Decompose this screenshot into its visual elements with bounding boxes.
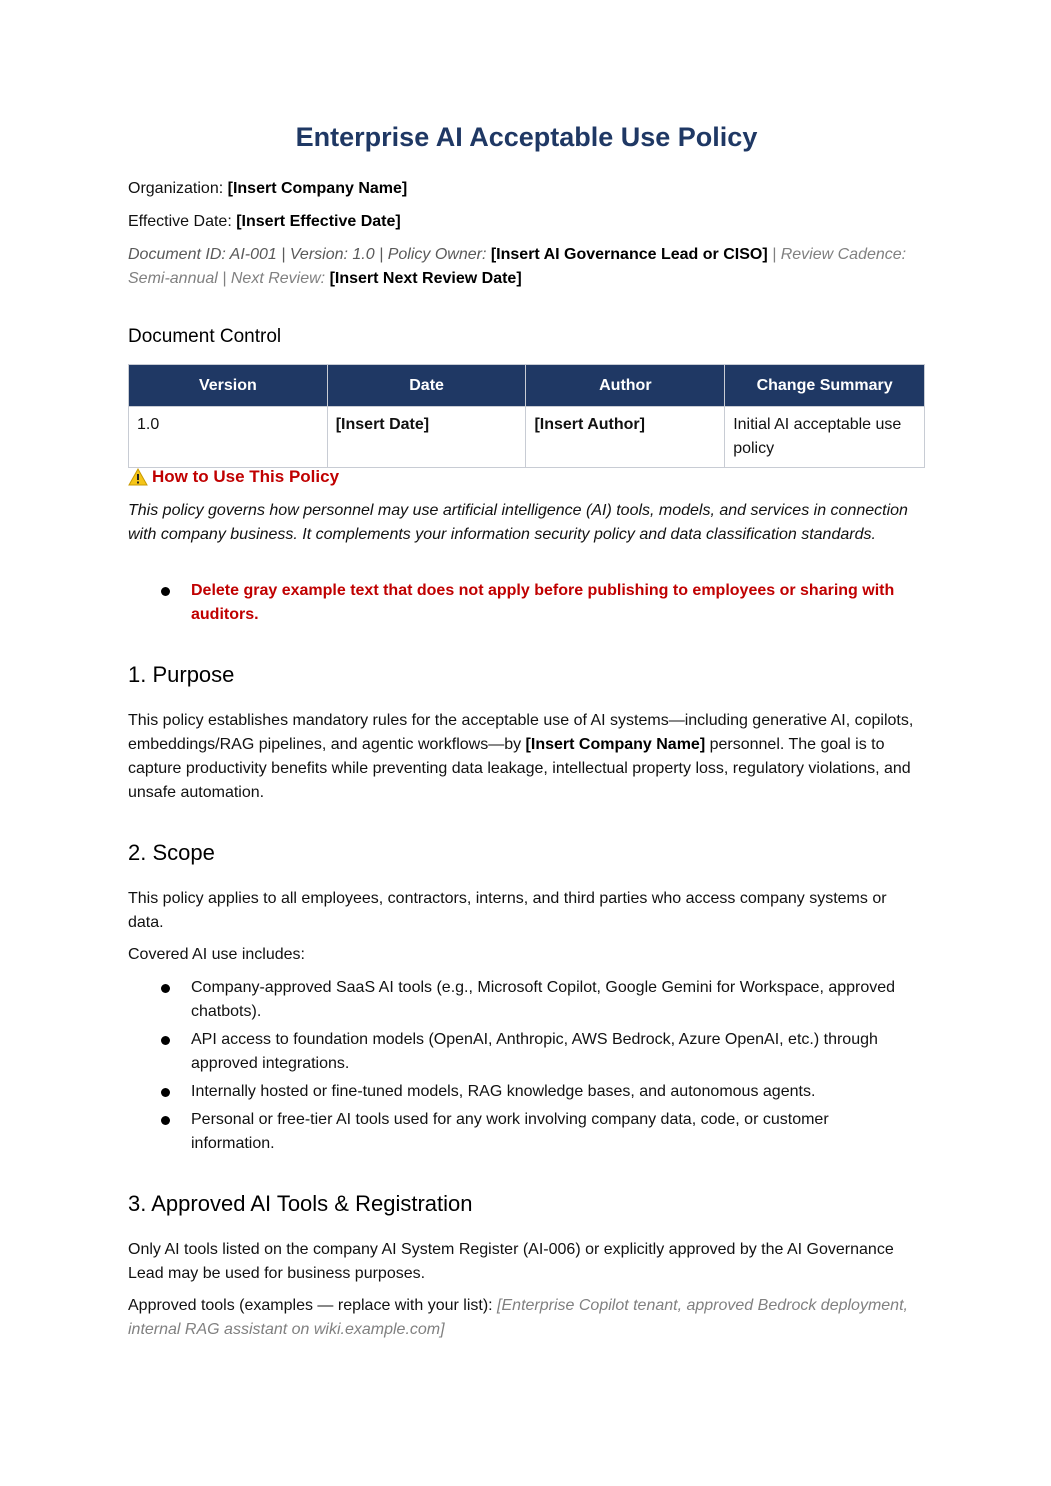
policy-owner: [Insert AI Governance Lead or CISO] (490, 246, 768, 263)
bullet-dot (161, 1116, 170, 1125)
bullet-text: Delete gray example text that does not apply before publishing to employees or sharing with auditors. (191, 582, 895, 623)
how-to-title: How to Use This Policy (152, 467, 340, 486)
bullet-dot (161, 984, 170, 993)
covered-label: Covered AI use includes: (128, 946, 305, 963)
bullet-text: Internally hosted or fine-tuned models, RAG knowledge bases, and autonomous agents. (191, 1083, 816, 1100)
bullet-text: API access to foundation models (OpenAI, Anthropic, AWS Bedrock, Azure OpenAI, etc.) through approved integrations. (191, 1031, 878, 1072)
document-control-table (128, 364, 925, 468)
effective-date-value: [Insert Effective Date] (236, 213, 401, 230)
document-control-heading: Document Control (128, 326, 282, 347)
table-row (129, 407, 925, 468)
document-info (128, 243, 925, 291)
how-to-heading (128, 467, 339, 487)
bullet-dot (161, 587, 170, 596)
scope-heading: 2. Scope (128, 840, 215, 865)
scope-text: This policy applies to all employees, contractors, interns, and third parties who access company systems or data. (128, 890, 887, 931)
bullet-text: Personal or free-tier AI tools used for any work involving company data, code, or customer information. (191, 1111, 829, 1152)
approved-tools-example-text: [Enterprise Copilot tenant, approved Bedrock deployment, internal RAG assistant on wiki.example.com] (128, 1297, 908, 1338)
cell-author: [Insert Author] (526, 407, 725, 468)
next-review-date: [Insert Next Review Date] (329, 270, 522, 287)
bullet-dot (161, 1088, 170, 1097)
approved-tools-examples (128, 1294, 925, 1342)
covered-ai-list (128, 976, 925, 1160)
bullet-text: Company-approved SaaS AI tools (e.g., Microsoft Copilot, Google Gemini for Workspace, approved chatbots). (191, 979, 896, 1020)
document-title: Enterprise AI Acceptable Use Policy (295, 122, 758, 152)
doc-info-middle: | Review Cadence: Semi-annual | Next Review: (128, 246, 907, 287)
organization-value: [Insert Company Name] (227, 180, 408, 197)
list-item (128, 1108, 911, 1156)
how-to-bullets (128, 579, 925, 631)
table-header-row (129, 365, 925, 407)
cell-date: [Insert Date] (327, 407, 526, 468)
organization-line (128, 177, 407, 201)
purpose-text (128, 709, 925, 805)
header-author: Author (526, 365, 725, 407)
effective-date-label: Effective Date: (128, 213, 232, 230)
list-item (128, 579, 911, 627)
purpose-company: [Insert Company Name] (525, 736, 706, 753)
warning-icon (128, 468, 148, 486)
cell-version: 1.0 (129, 407, 328, 468)
approved-tools-label: Approved tools (examples — replace with your list): (128, 1297, 493, 1314)
purpose-text-after: personnel. The goal is to capture productivity benefits while preventing data leakage, intellectual property loss, regulatory violations, and unsafe automation. (128, 736, 911, 801)
list-item (128, 1080, 911, 1104)
cell-summary: Initial AI acceptable use policy (725, 407, 925, 468)
effective-date-line (128, 210, 401, 234)
doc-info-prefix: Document ID: AI-001 | Version: 1.0 | Policy Owner: (128, 246, 487, 263)
bullet-dot (161, 1036, 170, 1045)
approved-tools-heading: 3. Approved AI Tools & Registration (128, 1191, 473, 1216)
list-item (128, 976, 911, 1024)
list-item (128, 1028, 911, 1076)
header-version: Version (129, 365, 328, 407)
organization-label: Organization: (128, 180, 224, 197)
header-change-summary: Change Summary (725, 365, 925, 407)
approved-tools-text: Only AI tools listed on the company AI System Register (AI-006) or explicitly approved by the AI Governance Lead may be used for business purposes. (128, 1241, 894, 1282)
purpose-heading: 1. Purpose (128, 662, 235, 687)
how-to-intro: This policy governs how personnel may use artificial intelligence (AI) tools, models, and services in connection with company business. It complements your information security policy and data classification standards. (128, 502, 908, 543)
header-date: Date (327, 365, 526, 407)
purpose-text-before: This policy establishes mandatory rules for the acceptable use of AI systems—including generative AI, copilots, embeddings/RAG pipelines, and agentic workflows—by (128, 712, 914, 753)
